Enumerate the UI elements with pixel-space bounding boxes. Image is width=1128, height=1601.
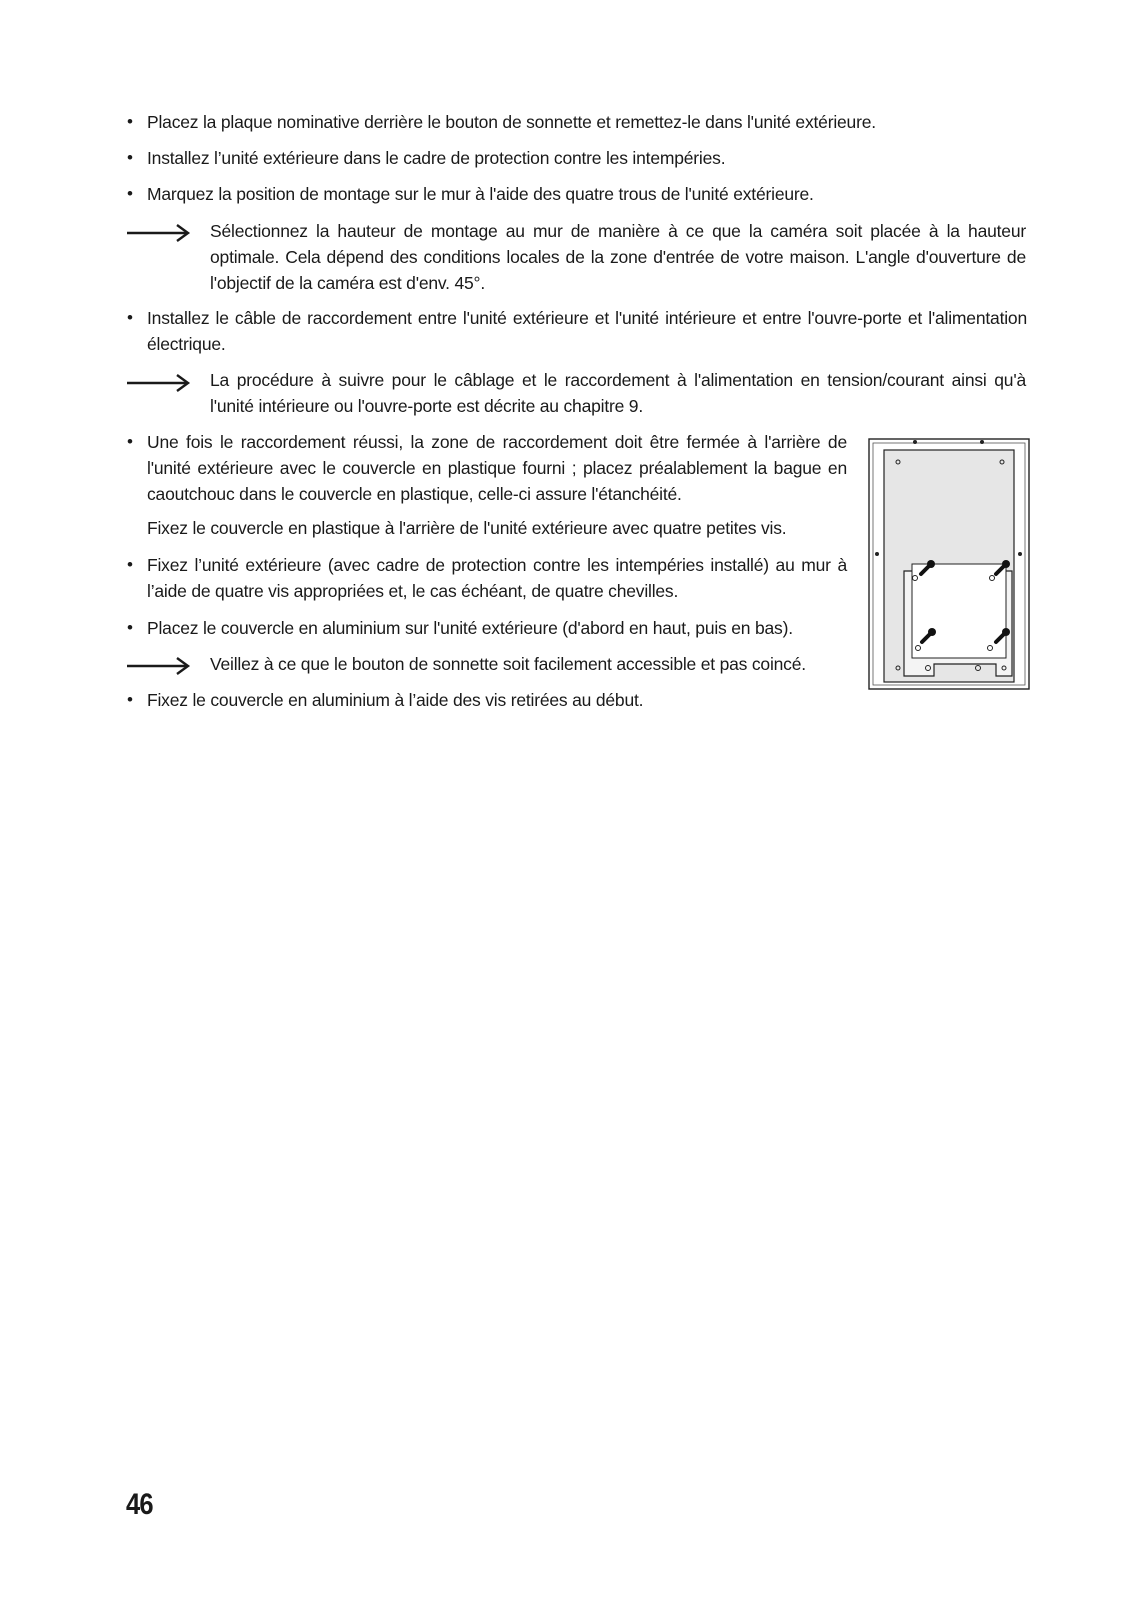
bullet-mark: • <box>127 112 133 131</box>
bullet-mark: • <box>127 618 133 637</box>
bullet-mark: • <box>127 148 133 167</box>
bullet-mark: • <box>127 690 133 709</box>
mounting-frame-illustration <box>868 438 1030 690</box>
arrow-icon <box>127 373 191 393</box>
note-paragraph: Veillez à ce que le bouton de sonnette soit facilement accessible et pas coincé. <box>210 654 806 674</box>
bullet-paragraph: Placez le couvercle en aluminium sur l'unité extérieure (d'abord en haut, puis en bas). <box>147 618 793 638</box>
plain-paragraph: Fixez le couvercle en plastique à l'arrière de l'unité extérieure avec quatre petites vis. <box>147 518 787 538</box>
note-paragraph: Sélectionnez la hauteur de montage au mur de manière à ce que la caméra soit placée à la hauteur optimale. Cela dépend des conditions locales de la zone d'entrée de votre maison. L'angle d'ouverture de l'objectif de la caméra est d'env. 45°. <box>210 221 1026 293</box>
bullet-mark: • <box>127 555 133 574</box>
bullet-paragraph: Installez l’unité extérieure dans le cadre de protection contre les intempéries. <box>147 148 726 168</box>
bullet-mark: • <box>127 184 133 203</box>
arrow-icon <box>127 223 191 243</box>
bullet-paragraph: Installez le câble de raccordement entre l'unité extérieure et l'unité intérieure et entre l'ouvre-porte et l'alimentation électrique. <box>147 308 1027 354</box>
bullet-mark: • <box>127 432 133 451</box>
note-paragraph: La procédure à suivre pour le câblage et le raccordement à l'alimentation en tension/courant ainsi qu'à l'unité intérieure ou l'ouvre-porte est décrite au chapitre 9. <box>210 370 1026 416</box>
bullet-paragraph: Fixez l’unité extérieure (avec cadre de protection contre les intempéries installé) au mur à l’aide de quatre vis appropriées et, le cas échéant, de quatre chevilles. <box>147 555 847 601</box>
bullet-paragraph: Placez la plaque nominative derrière le bouton de sonnette et remettez-le dans l'unité extérieure. <box>147 112 876 132</box>
bullet-paragraph: Fixez le couvercle en aluminium à l’aide des vis retirées au début. <box>147 690 644 710</box>
page-number: 46 <box>126 1488 153 1521</box>
bullet-mark: • <box>127 308 133 327</box>
bullet-paragraph: Marquez la position de montage sur le mur à l'aide des quatre trous de l'unité extérieure. <box>147 184 814 204</box>
arrow-icon <box>127 656 191 676</box>
bullet-paragraph: Une fois le raccordement réussi, la zone de raccordement doit être fermée à l'arrière de l'unité extérieure avec le couvercle en plastique fourni ; placez préalablement la bague en caoutchouc dans le couvercle en plastique, celle-ci assure l'étanchéité. <box>147 432 847 504</box>
